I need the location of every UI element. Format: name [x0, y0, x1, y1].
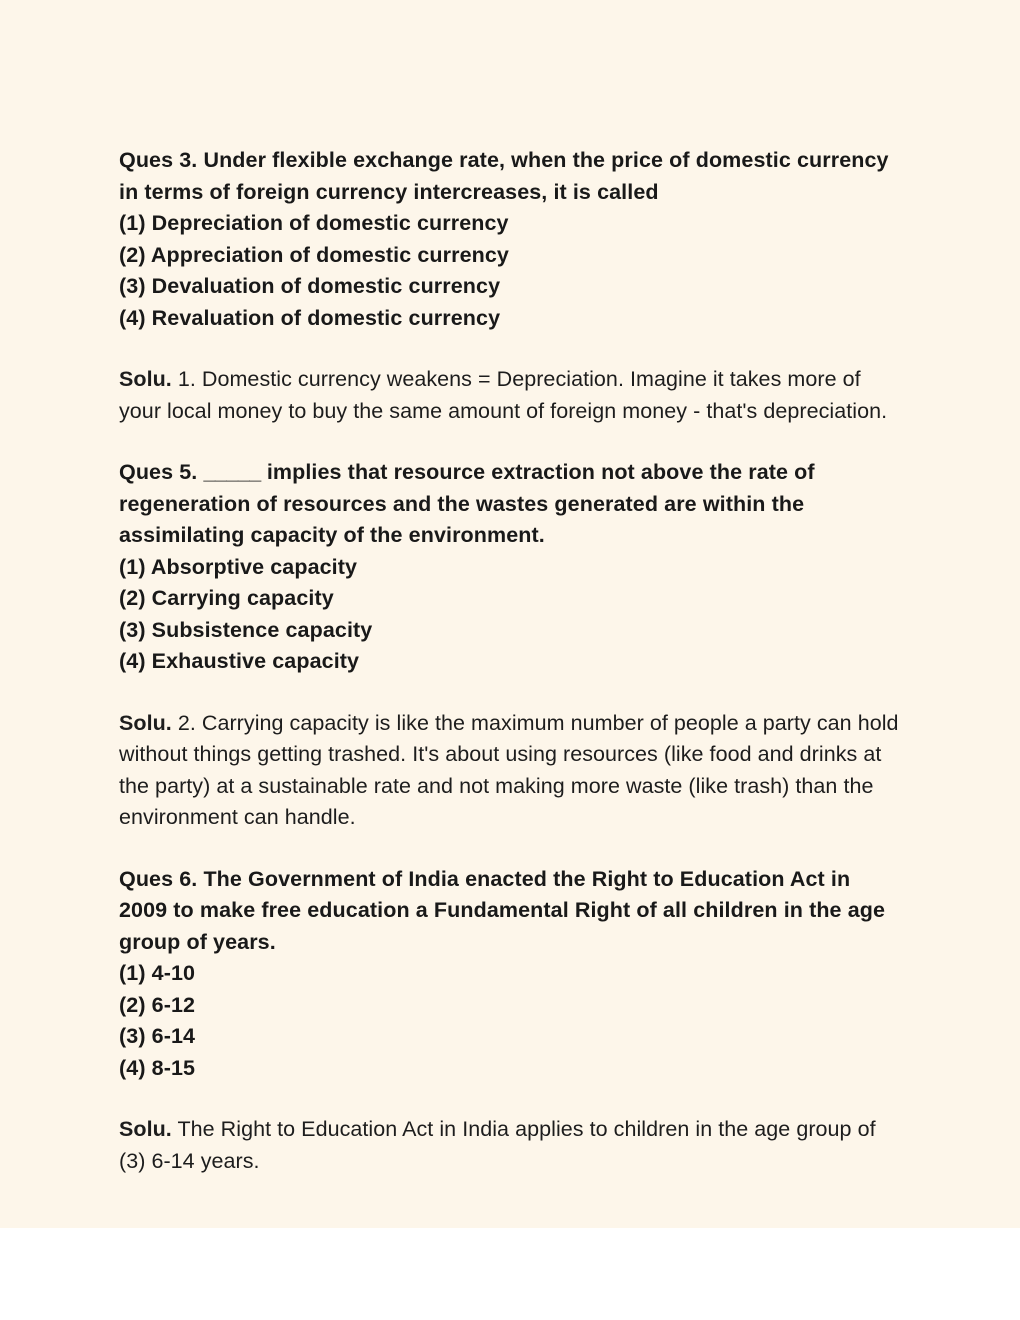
question-options [119, 208, 904, 334]
question-stem: Ques 3. Under flexible exchange rate, when the price of domestic currency in terms of foreign currency intercreases, it is called [119, 148, 889, 204]
question-block-3 [119, 145, 904, 334]
solution-label: Solu. [119, 710, 172, 735]
solution-text: 2. Carrying capacity is like the maximum number of people a party can hold without things getting trashed. It's about using resources (like food and drinks at the party) at a sustainable rate and not making more waste (like trash) than the environment can handle. [119, 710, 899, 829]
option-item[interactable]: (4) Exhaustive capacity [119, 649, 360, 673]
option-item[interactable]: (2) Appreciation of domestic currency [119, 242, 509, 267]
solution-block-6 [119, 1114, 904, 1177]
question-options [119, 958, 904, 1084]
option-item[interactable]: (3) Devaluation of domestic currency [119, 274, 501, 298]
solution-label: Solu. [119, 367, 172, 391]
solution-label: Solu. [119, 1117, 172, 1141]
option-item[interactable]: (4) Revaluation of domestic currency [119, 305, 501, 330]
solution-paragraph [119, 364, 904, 427]
solution-paragraph [119, 1114, 904, 1177]
solution-block-5 [119, 708, 904, 834]
solution-text: 1. Domestic currency weakens = Depreciation. Imagine it takes more of your local money to buy the same amount of foreign money - that's depreciation. [119, 367, 888, 423]
solution-text: The Right to Education Act in India applies to children in the age group of (3) 6-14 years. [119, 1117, 876, 1173]
question-stem-suffix: implies that resource extraction not above the rate of regeneration of resources and the wastes generated are within the assimilating capacity of the environment. [119, 460, 815, 547]
option-item[interactable]: (1) Depreciation of domestic currency [119, 211, 509, 235]
option-item[interactable]: (3) 6-14 [119, 1024, 196, 1048]
question-stem [119, 457, 904, 552]
option-item[interactable]: (3) Subsistence capacity [119, 617, 373, 642]
question-options [119, 552, 904, 678]
fill-in-blank: _____ [203, 460, 261, 484]
option-item[interactable]: (2) Carrying capacity [119, 586, 334, 610]
question-block-6 [119, 864, 904, 1085]
document-content [119, 145, 904, 1177]
question-stem-prefix: Ques 5. [119, 460, 204, 484]
option-item[interactable]: (4) 8-15 [119, 1055, 196, 1080]
solution-block-3 [119, 364, 904, 427]
solution-paragraph [119, 708, 904, 834]
option-item[interactable]: (1) 4-10 [119, 961, 196, 985]
option-item[interactable]: (1) Absorptive capacity [119, 554, 358, 579]
question-stem: Ques 6. The Government of India enacted the Right to Education Act in 2009 to make free education a Fundamental Right of all children in the age group of years. [119, 866, 886, 954]
question-block-5 [119, 457, 904, 678]
option-item[interactable]: (2) 6-12 [119, 992, 196, 1017]
